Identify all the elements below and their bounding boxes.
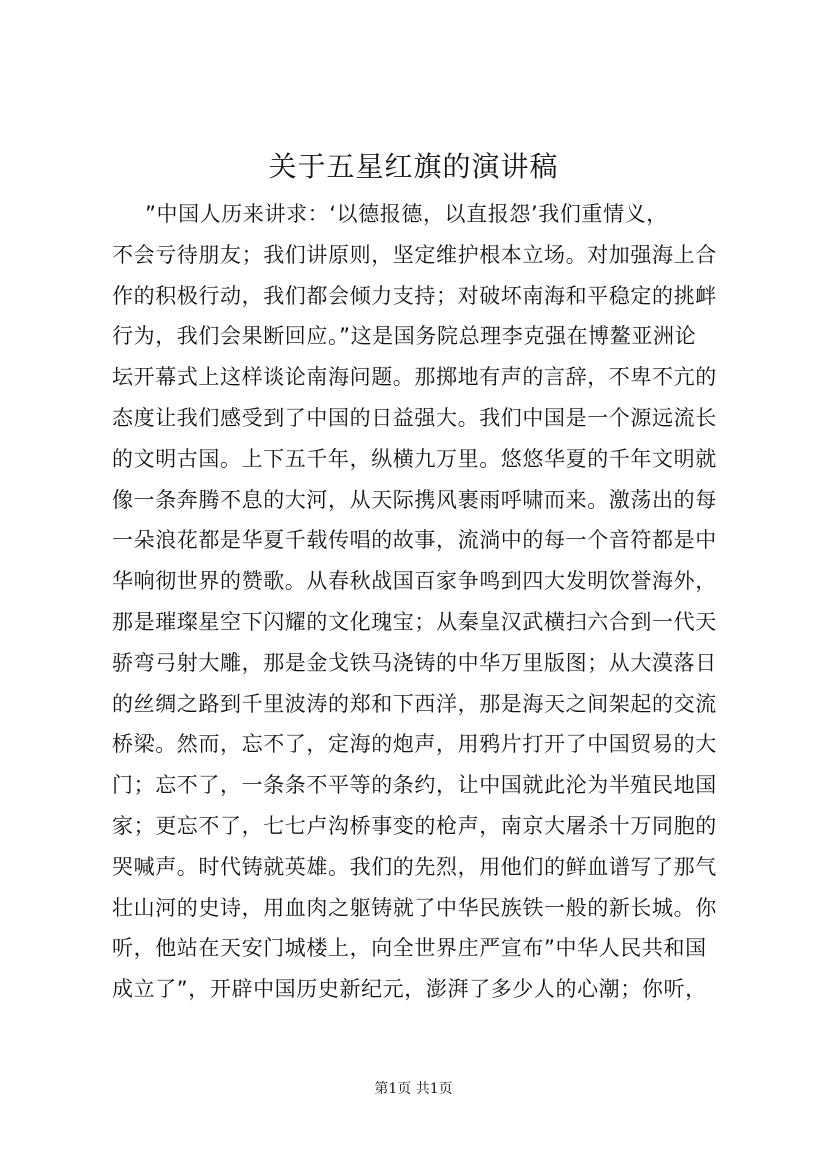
text-line: 像一条奔腾不息的大河，从天际携风裹雨呼啸而来。激荡出的每 bbox=[112, 487, 717, 512]
text-line: 一朵浪花都是华夏千载传唱的故事，流淌中的每一个音符都是中 bbox=[112, 528, 717, 553]
text-line: 态度让我们感受到了中国的日益强大。我们中国是一个源远流长 bbox=[112, 405, 717, 430]
text-line: 听，他站在天安门城楼上，向全世界庄严宣布”中华人民共和国 bbox=[112, 936, 707, 961]
text-line: 行为，我们会果断回应。”这是国务院总理李克强在博鳌亚洲论 bbox=[112, 324, 697, 349]
text-line: 骄弯弓射大雕，那是金戈铁马浇铸的中华万里版图；从大漠落日 bbox=[112, 650, 717, 675]
text-line: 桥梁。然而，忘不了，定海的炮声，用鸦片打开了中国贸易的大 bbox=[112, 732, 717, 757]
text-line: 不会亏待朋友；我们讲原则，坚定维护根本立场。对加强海上合 bbox=[112, 242, 717, 267]
text-line: 成立了”，开辟中国历史新纪元，澎湃了多少人的心潮；你听， bbox=[112, 977, 707, 1002]
text-line: 门；忘不了，一条条不平等的条约，让中国就此沦为半殖民地国 bbox=[112, 773, 717, 798]
text-line: ”中国人历来讲求：‘以德报德，以直报怨’我们重情义， bbox=[145, 202, 668, 226]
text-line: 的文明古国。上下五千年，纵横九万里。悠悠华夏的千年文明就 bbox=[112, 446, 717, 471]
text-line: 坛开幕式上这样谈论南海问题。那掷地有声的言辞，不卑不亢的 bbox=[112, 365, 717, 390]
text-line: 壮山河的史诗，用血肉之躯铸就了中华民族铁一般的新长城。你 bbox=[112, 895, 717, 920]
text-line: 哭喊声。时代铸就英雄。我们的先烈，用他们的鲜血谱写了那气 bbox=[112, 854, 717, 879]
text-line: 华响彻世界的赞歌。从春秋战国百家争鸣到四大发明饮誉海外， bbox=[112, 569, 717, 594]
page-footer: 第1页 共1页 bbox=[374, 1081, 453, 1097]
text-line: 的丝绸之路到千里波涛的郑和下西洋，那是海天之间架起的交流 bbox=[112, 691, 717, 716]
document-title: 关于五星红旗的演讲稿 bbox=[268, 150, 559, 183]
text-line: 家；更忘不了，七七卢沟桥事变的枪声，南京大屠杀十万同胞的 bbox=[112, 813, 717, 838]
text-line: 作的积极行动，我们都会倾力支持；对破坏南海和平稳定的挑衅 bbox=[112, 283, 717, 308]
text-line: 那是璀璨星空下闪耀的文化瑰宝；从秦皇汉武横扫六合到一代天 bbox=[112, 609, 717, 634]
body-paragraph bbox=[112, 194, 742, 1010]
